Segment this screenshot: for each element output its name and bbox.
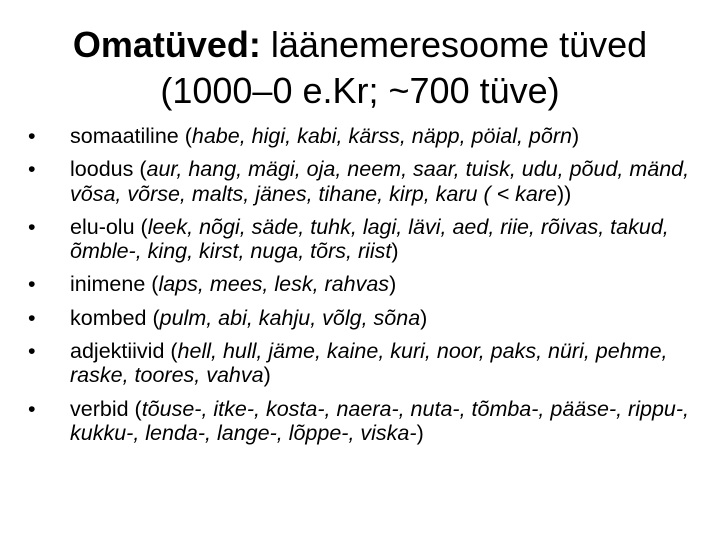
bullet-close: ) (389, 272, 397, 297)
bullet-label: somaatiline ( (70, 124, 192, 148)
bullet-examples: tõuse-, itke-, kosta-, naera-, nuta-, tõmba-, pääse-, rippu-, kukku-, lenda-, lange-, lõppe-, viska- (70, 396, 689, 445)
title-line2: (1000–0 e.Kr; ~700 tüve) (160, 70, 560, 111)
bullet-examples: laps, mees, lesk, rahvas (158, 272, 390, 297)
bullet-close: )) (556, 181, 572, 206)
bullet-icon: • (28, 396, 36, 421)
bullet-close: ) (391, 239, 399, 264)
title-line1: läänemeresoome tüved (260, 24, 648, 65)
bullet-item-elu-olu (28, 215, 704, 264)
bullet-icon: • (28, 305, 36, 330)
bullet-item-adjektiivid (28, 339, 704, 388)
bullet-item-kombed (28, 306, 704, 330)
bullet-icon: • (28, 157, 36, 182)
bullet-examples: habe, higi, kabi, kärss, näpp, pöial, põrn (191, 124, 572, 148)
bullet-close: ) (571, 124, 580, 148)
bullet-icon: • (28, 339, 36, 364)
slide-title (0, 22, 720, 114)
bullet-close: ) (263, 363, 271, 388)
bullet-examples: hell, hull, jäme, kaine, kuri, noor, paks, nüri, pehme, raske, toores, vahva (70, 339, 668, 388)
bullet-item-inimene (28, 272, 704, 296)
bullet-examples: pulm, abi, kahju, võlg, sõna (159, 305, 421, 330)
bullet-label: loodus ( (70, 157, 147, 182)
bullet-label: elu-olu ( (70, 214, 148, 239)
bullet-list (28, 124, 704, 454)
bullet-label: inimene ( (70, 272, 159, 297)
bullet-examples: leek, nõgi, säde, tuhk, lagi, lävi, aed, riie, rõivas, takud, õmble-, king, kirst, nuga, tõrs, riist (70, 214, 669, 264)
bullet-icon: • (28, 272, 36, 297)
bullet-item-somaatiline (28, 124, 704, 148)
bullet-close: ) (420, 305, 428, 330)
bullet-label: kombed ( (70, 305, 160, 330)
bullet-icon: • (28, 214, 36, 239)
bullet-icon: • (28, 124, 36, 148)
bullet-label: verbid ( (70, 396, 142, 421)
bullet-close: ) (416, 420, 424, 445)
bullet-item-loodus (28, 157, 704, 206)
bullet-label: adjektiivid ( (70, 339, 178, 364)
bullet-item-verbid (28, 397, 704, 446)
bullet-examples: aur, hang, mägi, oja, neem, saar, tuisk, udu, põud, mänd, võsa, võrse, malts, jänes, tihane, kirp, karu ( < kare (70, 157, 690, 206)
title-bold: Omatüved: (72, 24, 261, 65)
